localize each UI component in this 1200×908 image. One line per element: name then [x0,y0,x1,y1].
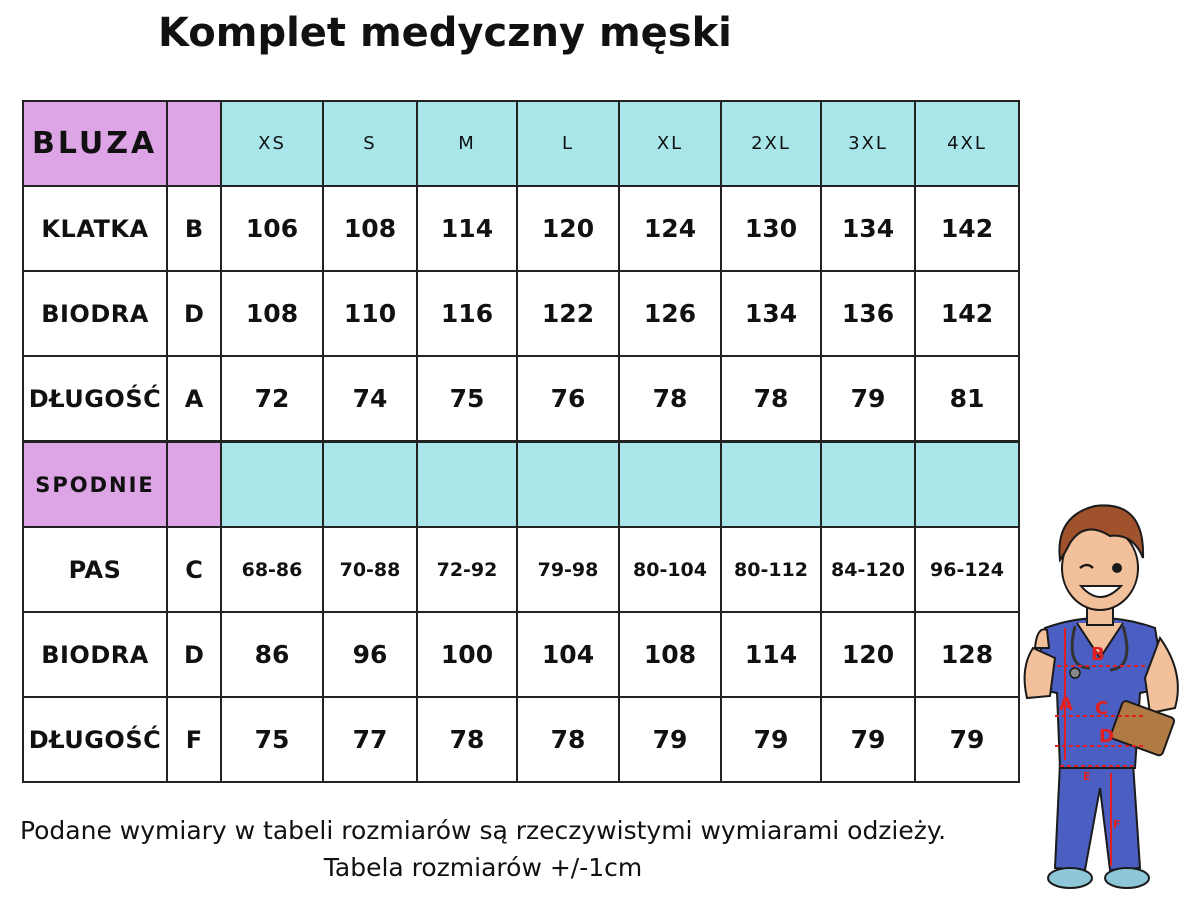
size-table [22,100,1020,783]
empty-cell [221,442,323,528]
value-cell: 136 [821,271,915,356]
value-cell: 77 [323,697,417,782]
value-cell: 120 [517,186,619,271]
label-c: C [1095,698,1109,719]
table-row [23,527,1019,612]
table-row [23,186,1019,271]
value-cell: 104 [517,612,619,697]
size-header: 4XL [915,101,1019,186]
value-cell: 79 [915,697,1019,782]
row-label: BIODRA [23,612,167,697]
value-cell: 114 [417,186,517,271]
value-cell: 108 [619,612,721,697]
table-row [23,356,1019,442]
table-row [23,697,1019,782]
size-header: 3XL [821,101,915,186]
value-cell: 80-104 [619,527,721,612]
label-d: D [1099,726,1114,747]
empty-cell [417,442,517,528]
bluza-header-row [23,101,1019,186]
value-cell: 74 [323,356,417,442]
value-cell: 134 [821,186,915,271]
label-a: A [1059,694,1073,715]
value-cell: 75 [221,697,323,782]
size-header: XL [619,101,721,186]
table-row [23,612,1019,697]
row-letter: D [167,612,221,697]
spodnie-header-row [23,442,1019,528]
bluza-letter-cell [167,101,221,186]
table-row [23,271,1019,356]
value-cell: 96 [323,612,417,697]
tolerance-note: Tabela rozmiarów +/-1cm [323,853,643,882]
spodnie-letter-cell [167,442,221,528]
value-cell: 120 [821,612,915,697]
value-cell: 79 [619,697,721,782]
empty-cell [821,442,915,528]
value-cell: 106 [221,186,323,271]
value-cell: 72 [221,356,323,442]
value-cell: 79 [821,697,915,782]
value-cell: 124 [619,186,721,271]
row-label: DŁUGOŚĆ [23,356,167,442]
value-cell: 70-88 [323,527,417,612]
size-header: 2XL [721,101,821,186]
row-label: PAS [23,527,167,612]
empty-cell [619,442,721,528]
value-cell: 80-112 [721,527,821,612]
value-cell: 114 [721,612,821,697]
doctor-illustration [1015,498,1190,898]
value-cell: 116 [417,271,517,356]
value-cell: 142 [915,271,1019,356]
value-cell: 78 [619,356,721,442]
value-cell: 86 [221,612,323,697]
value-cell: 110 [323,271,417,356]
empty-cell [915,442,1019,528]
row-letter: F [167,697,221,782]
page-title: Komplet medyczny męski [158,10,732,56]
value-cell: 108 [323,186,417,271]
spodnie-section-label: SPODNIE [23,442,167,528]
value-cell: 68-86 [221,527,323,612]
size-header: M [417,101,517,186]
value-cell: 79 [821,356,915,442]
row-letter: D [167,271,221,356]
value-cell: 84-120 [821,527,915,612]
size-header: S [323,101,417,186]
empty-cell [517,442,619,528]
value-cell: 130 [721,186,821,271]
label-f: F [1113,818,1121,831]
value-cell: 134 [721,271,821,356]
label-e: E [1083,770,1091,783]
row-letter: A [167,356,221,442]
empty-cell [323,442,417,528]
value-cell: 78 [721,356,821,442]
value-cell: 126 [619,271,721,356]
value-cell: 100 [417,612,517,697]
value-cell: 96-124 [915,527,1019,612]
size-header: L [517,101,619,186]
value-cell: 78 [517,697,619,782]
row-letter: B [167,186,221,271]
value-cell: 128 [915,612,1019,697]
value-cell: 122 [517,271,619,356]
value-cell: 79-98 [517,527,619,612]
value-cell: 78 [417,697,517,782]
row-label: BIODRA [23,271,167,356]
row-label: KLATKA [23,186,167,271]
value-cell: 76 [517,356,619,442]
value-cell: 79 [721,697,821,782]
empty-cell [721,442,821,528]
value-cell: 142 [915,186,1019,271]
value-cell: 72-92 [417,527,517,612]
label-b: B [1091,644,1105,665]
row-label: DŁUGOŚĆ [23,697,167,782]
measurement-note: Podane wymiary w tabeli rozmiarów są rzeczywistymi wymiarami odzieży. [19,816,947,845]
size-header: XS [221,101,323,186]
bluza-section-label: BLUZA [23,101,167,186]
value-cell: 108 [221,271,323,356]
value-cell: 81 [915,356,1019,442]
row-letter: C [167,527,221,612]
value-cell: 75 [417,356,517,442]
